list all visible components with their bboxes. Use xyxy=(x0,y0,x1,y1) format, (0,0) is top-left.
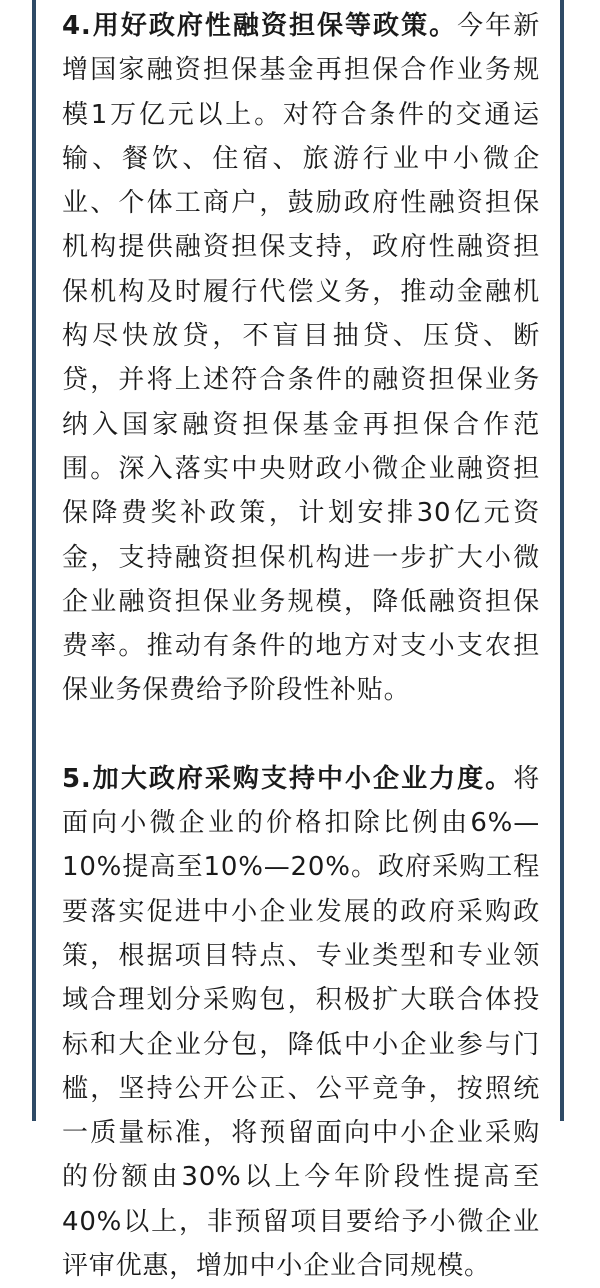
paragraph-text: 今年新增国家融资担保基金再担保合作业务规模1万亿元以上。对符合条件的交通运输、餐饮、住宿、旅游行业中小微企业、个体工商户，鼓励政府性融资担保机构提供融资担保支持，政府性融资担保机构及时履行代偿义务，推动金融机构尽快放贷，不盲目抽贷、压贷、断贷，并将上述符合条件的融资担保业务纳入国家融资担保基金再担保合作范围。深入落实中央财政小微企业融资担保降费奖补政策，计划安排30亿元资金，支持融资担保机构进一步扩大小微企业融资担保业务规模，降低融资担保费率。推动有条件的地方对支小支农担保业务保费给予阶段性补贴。 xyxy=(62,11,540,706)
paragraph-heading: 5.加大政府采购支持中小企业力度。 xyxy=(62,763,514,794)
paragraph-financing-guarantee xyxy=(62,4,540,713)
paragraph-heading: 4.用好政府性融资担保等政策。 xyxy=(62,11,458,41)
paragraph-text: 将面向小微企业的价格扣除比例由6%—10%提高至10%—20%。政府采购工程要落实促进中小企业发展的政府采购政策，根据项目特点、专业类型和专业领域合理划分采购包，积极扩大联合体投标和大企业分包，降低中小企业参与门槛，坚持公开公正、公平竞争，按照统一质量标准，将预留面向中小企业采购的份额由30%以上今年阶段性提高至40%以上，非预留项目要给予小微企业评审优惠，增加中小企业合同规模。 xyxy=(62,763,540,1282)
paragraph-spacer xyxy=(62,713,540,757)
article-body xyxy=(62,4,540,1288)
paragraph-government-procurement xyxy=(62,757,540,1288)
